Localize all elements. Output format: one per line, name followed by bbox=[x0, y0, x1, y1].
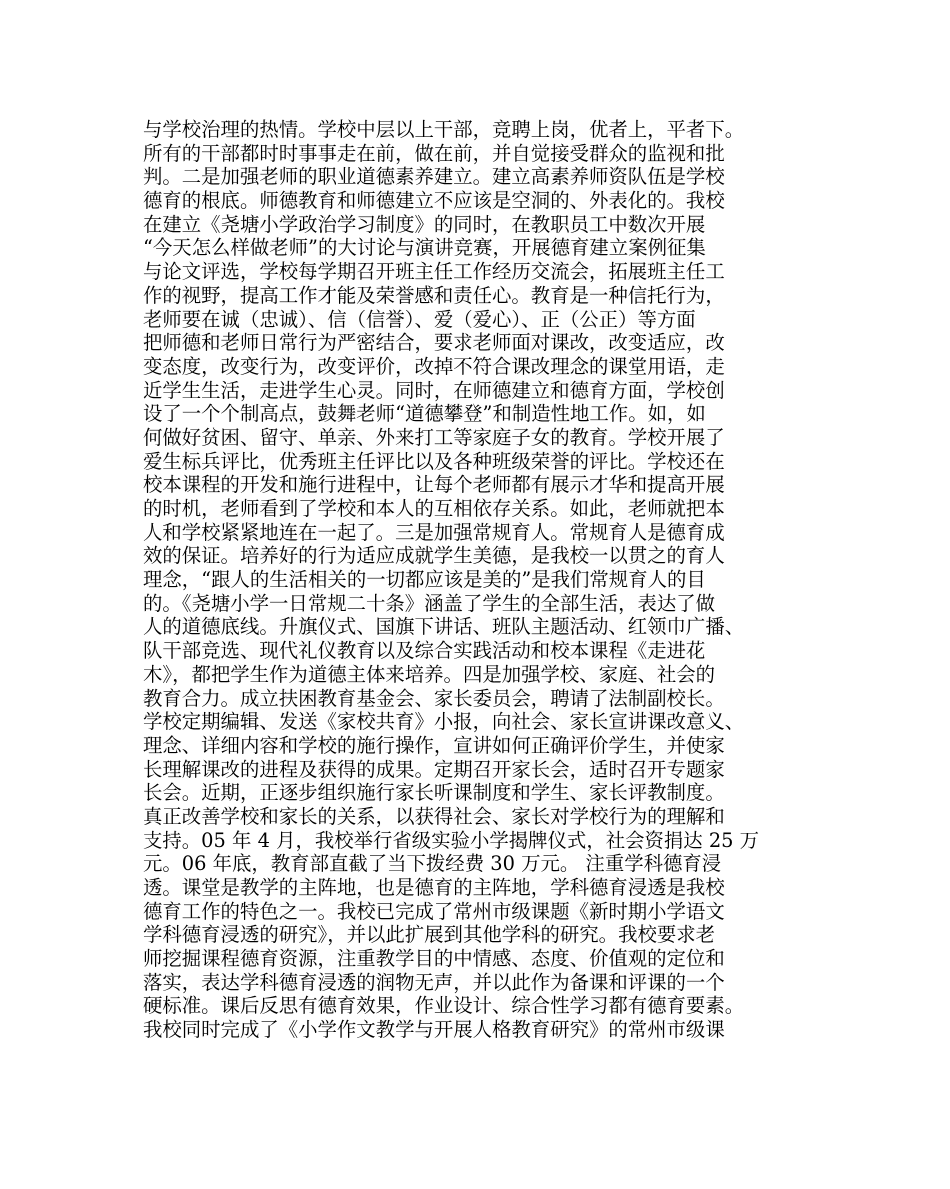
text-line: “今天怎么样做老师”的大讨论与演讲竞赛，开展德育建立案例征集 bbox=[143, 236, 706, 260]
text-line: 近学生生活，走进学生心灵。同时，在师德建立和德育方面，学校创 bbox=[143, 378, 725, 402]
text-line: 我校同时完成了《小学作文教学与开展人格教育研究》的常州市级课 bbox=[143, 1018, 725, 1042]
text-line: 师挖掘课程德育资源，注重教学目的中情感、态度、价值观的定位和 bbox=[143, 947, 725, 971]
text-line: 队干部竞选、现代礼仪教育以及综合实践活动和校本课程《走进花 bbox=[143, 639, 706, 663]
text-line: 变态度，改变行为，改变评价，改掉不符合课改理念的课堂用语，走 bbox=[143, 354, 725, 378]
text-line: 长会。近期，正逐步组织施行家长听课制度和学生、家长评教制度。 bbox=[143, 781, 725, 805]
text-line: 的。《尧塘小学一日常规二十条》涵盖了学生的全部生活，表达了做 bbox=[143, 591, 716, 615]
text-line: 效的保证。培养好的行为适应成就学生美德，是我校一以贯之的育人 bbox=[143, 544, 725, 568]
text-line: 校本课程的开发和施行进程中，让每个老师都有展示才华和提高开展 bbox=[143, 473, 725, 497]
text-line: 真正改善学校和家长的关系，以获得社会、家长对学校行为的理解和 bbox=[143, 804, 725, 828]
text-line: 的时机，老师看到了学校和本人的互相依存关系。如此，老师就把本 bbox=[143, 497, 725, 520]
body-text bbox=[143, 118, 823, 1042]
text-line: 德育工作的特色之一。我校已完成了常州市级课题《新时期小学语文 bbox=[143, 899, 725, 923]
text-line: 硬标准。课后反思有德育效果，作业设计、综合性学习都有德育要素。 bbox=[143, 994, 745, 1018]
text-line: 人和学校紧紧地连在一起了。三是加强常规育人。常规育人是德育成 bbox=[143, 520, 725, 544]
text-line: 与论文评选，学校每学期召开班主任工作经历交流会，拓展班主任工 bbox=[143, 260, 725, 284]
text-line: 理念，“跟人的生活相关的一切都应该是美的”是我们常规育人的目 bbox=[143, 568, 706, 592]
text-line: 在建立《尧塘小学政治学习制度》的同时，在教职员工中数次开展 bbox=[143, 212, 706, 236]
text-line: 设了一个个制高点，鼓舞老师“道德攀登”和制造性地工作。如，如 bbox=[143, 402, 706, 426]
text-line: 落实，表达学科德育浸透的润物无声，并以此作为备课和评课的一个 bbox=[143, 970, 725, 994]
text-line: 与学校治理的热情。学校中层以上干部，竞聘上岗，优者上，平者下。 bbox=[143, 118, 745, 141]
text-line: 德育的根底。师德教育和师德建立不应该是空洞的、外表化的。我校 bbox=[143, 189, 725, 213]
text-line: 透。课堂是教学的主阵地，也是德育的主阵地，学科德育浸透是我校 bbox=[143, 876, 725, 899]
text-line: 理念、详细内容和学校的施行操作，宣讲如何正确评价学生，并使家 bbox=[143, 733, 725, 757]
text-line: 学科德育浸透的研究》，并以此扩展到其他学科的研究。我校要求老 bbox=[143, 923, 716, 947]
text-line: 教育合力。成立扶困教育基金会、家长委员会，聘请了法制副校长。 bbox=[143, 686, 725, 710]
text-line: 长理解课改的进程及获得的成果。定期召开家长会，适时召开专题家 bbox=[143, 757, 725, 781]
text-line: 老师要在诚（忠诚）、信（信誉）、爱（爱心）、正（公正）等方面 bbox=[143, 307, 696, 331]
text-line: 把师德和老师日常行为严密结合，要求老师面对课改，改变适应，改 bbox=[143, 331, 725, 355]
text-line: 作的视野，提高工作才能及荣誉感和责任心。教育是一种信托行为， bbox=[143, 283, 725, 307]
text-line: 木》，都把学生作为道德主体来培养。四是加强学校、家庭、社会的 bbox=[143, 662, 716, 686]
text-line: 何做好贫困、留守、单亲、外来打工等家庭子女的教育。学校开展了 bbox=[143, 425, 725, 449]
text-line: 元。06 年底，教育部直截了当下拨经费 30 万元。 注重学科德育浸 bbox=[143, 852, 722, 876]
text-line: 爱生标兵评比，优秀班主任评比以及各种班级荣誉的评比。学校还在 bbox=[143, 449, 725, 473]
text-line: 学校定期编辑、发送《家校共育》小报，向社会、家长宣讲课改意义、 bbox=[143, 710, 745, 734]
text-line: 判。二是加强老师的职业道德素养建立。建立高素养师资队伍是学校 bbox=[143, 165, 725, 189]
text-line: 人的道德底线。升旗仪式、国旗下讲话、班队主题活动、红领巾广播、 bbox=[143, 615, 745, 639]
text-line: 支持。05 年 4 月，我校举行省级实验小学揭牌仪式，社会资捐达 25 万 bbox=[143, 828, 760, 852]
text-line: 所有的干部都时时事事走在前，做在前，并自觉接受群众的监视和批 bbox=[143, 141, 725, 165]
